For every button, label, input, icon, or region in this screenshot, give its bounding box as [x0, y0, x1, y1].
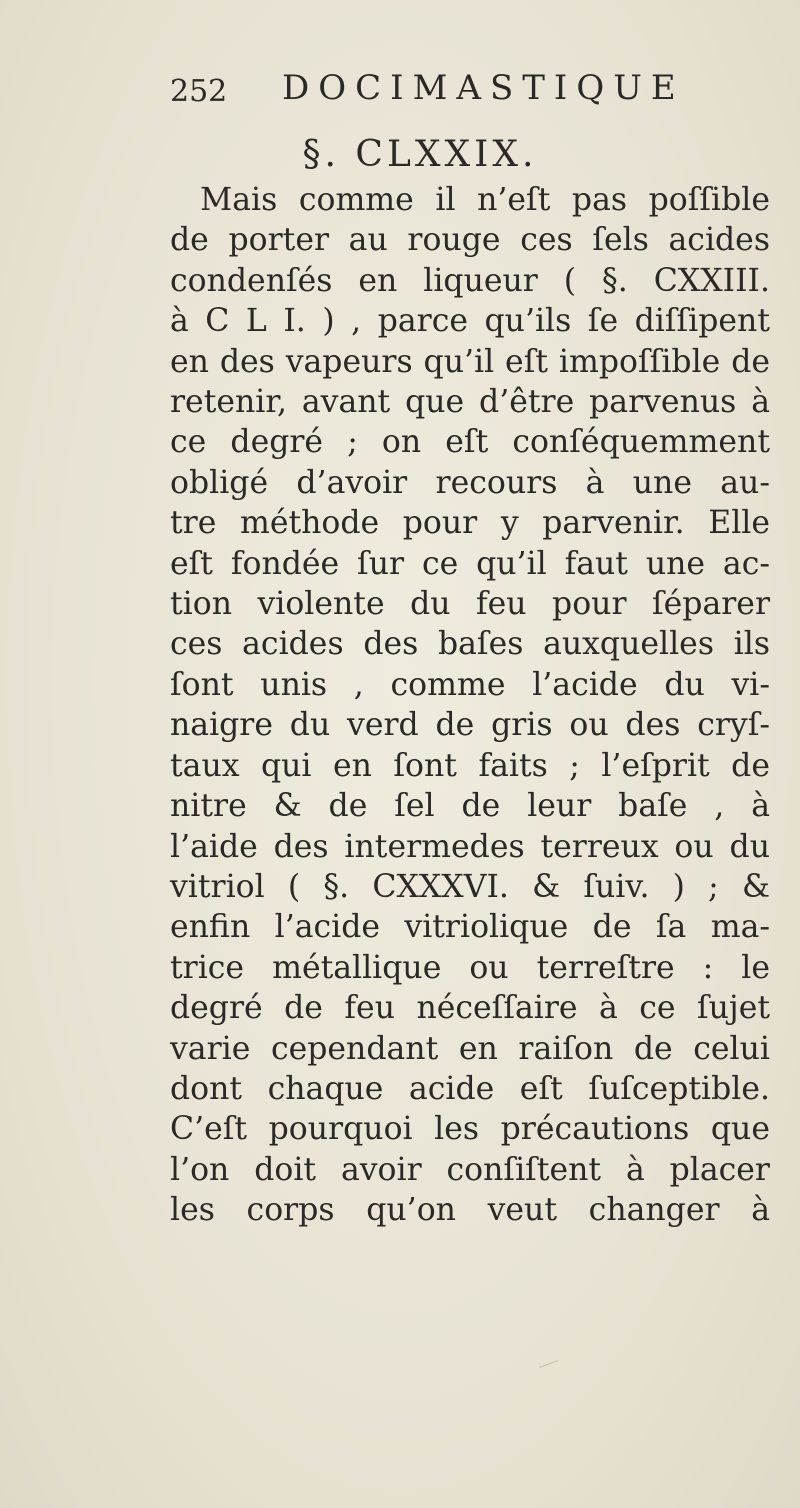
text-line: les corps qu’on veut changer à [170, 1192, 770, 1229]
text-line: tre méthode pour y parvenir. Elle [170, 505, 770, 542]
text-line: varie cependant en raiſon de celui [170, 1030, 770, 1067]
text-line: dont chaque acide eſt ſuſceptible. [170, 1070, 770, 1107]
text-line: enfin l’acide vitriolique de ſa ma- [170, 909, 770, 946]
page-number: 252 [170, 74, 228, 109]
text-line: tion violente du feu pour ſéparer [170, 586, 770, 623]
text-line: de porter au rouge ces ſels acides [170, 222, 770, 259]
running-title: DOCIMASTIQUE [282, 68, 685, 108]
page-header [170, 68, 690, 128]
text-line: vitriol ( §. CXXXVI. & ſuiv. ) ; & [170, 868, 770, 905]
text-line: en des vapeurs qu’il eſt impoſſible de [170, 343, 770, 380]
text-line: nitre & de ſel de leur baſe , à [170, 788, 770, 825]
text-line: obligé d’avoir recours à une au- [170, 464, 770, 501]
paper-blemish [534, 1347, 558, 1368]
text-line: taux qui en ſont faits ; l’eſprit de [170, 747, 770, 784]
text-line: l’on doit avoir conſiſtent à placer [170, 1151, 770, 1188]
text-line: à C L I. ) , parce qu’ils ſe diſſipent [170, 303, 770, 340]
text-line: Mais comme il n’eſt pas poſſible [200, 182, 770, 218]
section-heading: §. CLXXIX. [302, 134, 538, 175]
text-line: retenir, avant que d’être parvenus à [170, 384, 770, 421]
text-line: C’eſt pourquoi les précautions que [170, 1111, 770, 1148]
text-line: ces acides des baſes auxquelles ils [170, 626, 770, 663]
text-line: naigre du verd de gris ou des cryſ- [170, 707, 770, 744]
text-line: degré de feu néceſſaire à ce ſujet [170, 990, 770, 1027]
text-line: condenſés en liqueur ( §. CXXIII. [170, 262, 770, 299]
text-line: eſt fondée ſur ce qu’il faut une ac- [170, 545, 770, 582]
text-line: l’aide des intermedes terreux ou du [170, 828, 770, 865]
text-line: ſont unis , comme l’acide du vi- [170, 666, 770, 703]
text-line: trice métallique ou terreſtre : le [170, 949, 770, 986]
paragraph [170, 180, 770, 1231]
text-line: ce degré ; on eſt conſéquemment [170, 424, 770, 461]
